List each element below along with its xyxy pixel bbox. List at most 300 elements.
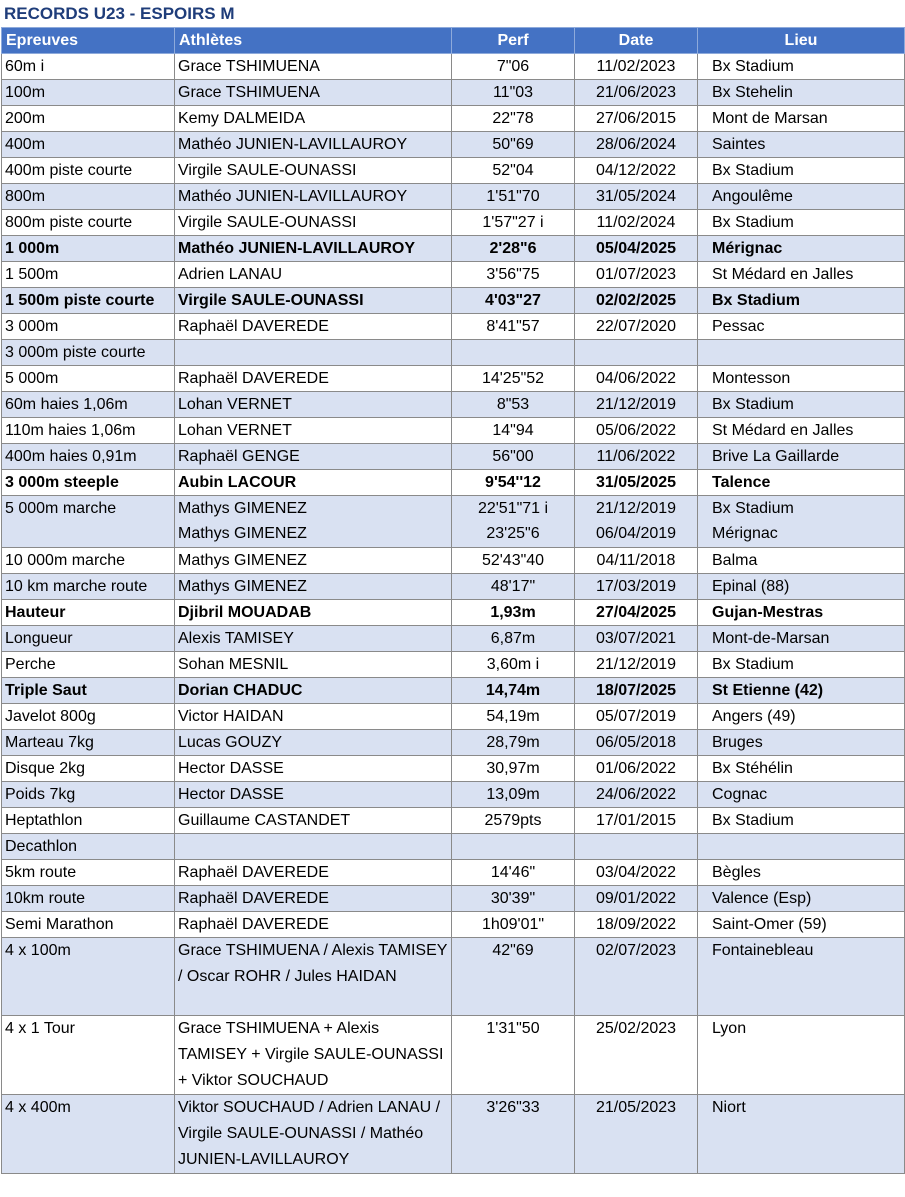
cell-athletes-text: Adrien LANAU: [178, 266, 283, 283]
cell-perf: [452, 600, 575, 626]
cell-date: [575, 782, 698, 808]
cell-perf: [452, 210, 575, 236]
cell-epreuve: 1 500m: [2, 262, 175, 288]
cell-lieu-text: Brive La Gaillarde: [712, 448, 840, 465]
cell-lieu-text: Saint-Omer (59): [712, 916, 827, 933]
cell-lieu-text: Mérignac: [712, 525, 778, 542]
cell-athletes: [175, 782, 452, 808]
cell-perf-text: 52'43"40: [481, 552, 545, 569]
cell-athletes: [175, 210, 452, 236]
cell-date: [575, 652, 698, 678]
cell-athletes: [175, 756, 452, 782]
cell-perf: [452, 314, 575, 340]
cell-date-text: 05/06/2022: [595, 422, 677, 439]
cell-lieu-text: Bx Stadium: [712, 292, 801, 309]
cell-date-text: 31/05/2024: [595, 188, 677, 205]
cell-epreuve: Javelot 800g: [2, 704, 175, 730]
table-row: [2, 262, 905, 288]
table-row: [2, 834, 905, 860]
cell-lieu-text: Bx Stadium: [712, 500, 794, 517]
cell-date-text: 06/04/2019: [595, 525, 677, 542]
cell-lieu-text: Cognac: [712, 786, 768, 803]
table-row: [2, 236, 905, 262]
cell-date: [575, 808, 698, 834]
cell-lieu: [698, 314, 905, 340]
cell-athletes: [175, 1016, 452, 1095]
cell-date: [575, 314, 698, 340]
cell-lieu: [698, 54, 905, 80]
cell-athletes-text: Raphaël DAVEREDE: [178, 864, 329, 881]
cell-epreuve: 60m haies 1,06m: [2, 392, 175, 418]
cell-lieu: [698, 574, 905, 600]
table-row: [2, 912, 905, 938]
cell-lieu-text: St Médard en Jalles: [712, 266, 854, 283]
cell-athletes-text: Raphaël DAVEREDE: [178, 318, 329, 335]
cell-lieu-text: Saintes: [712, 136, 766, 153]
cell-perf-text: 56"00: [492, 448, 534, 465]
cell-lieu: [698, 184, 905, 210]
cell-perf-text: 4'03"27: [485, 292, 541, 309]
cell-epreuve: 400m haies 0,91m: [2, 444, 175, 470]
table-row: [2, 132, 905, 158]
cell-date: [575, 288, 698, 314]
cell-perf-text: 13,09m: [486, 786, 540, 803]
cell-lieu-text: Bx Stehelin: [712, 84, 793, 101]
cell-athletes-text: Sohan MESNIL: [178, 656, 289, 673]
cell-athletes-text: Kemy DALMEIDA: [178, 110, 306, 127]
cell-athletes: [175, 288, 452, 314]
cell-lieu-text: St Médard en Jalles: [712, 422, 854, 439]
table-row: [2, 366, 905, 392]
cell-perf: [452, 782, 575, 808]
cell-perf-text: 9'54''12: [485, 474, 541, 491]
cell-perf: [452, 886, 575, 912]
table-row: [2, 288, 905, 314]
cell-perf-text: 14,74m: [485, 682, 541, 699]
cell-epreuve: 3 000m steeple: [2, 470, 175, 496]
cell-date: [575, 834, 698, 860]
cell-perf-text: 14"94: [492, 422, 534, 439]
cell-perf-text: 11"03: [492, 84, 534, 101]
table-row: [2, 1095, 905, 1174]
cell-date-text: 02/02/2025: [595, 292, 677, 309]
cell-lieu: [698, 1016, 905, 1095]
cell-lieu-text: Bx Stadium: [712, 812, 794, 829]
cell-epreuve: Disque 2kg: [2, 756, 175, 782]
cell-lieu-text: Angoulême: [712, 188, 793, 205]
cell-date-text: 27/06/2015: [595, 110, 677, 127]
cell-athletes-text: Raphaël DAVEREDE: [178, 916, 329, 933]
header-lieu: Lieu: [698, 28, 905, 54]
cell-epreuve: 3 000m: [2, 314, 175, 340]
cell-date-text: 03/04/2022: [595, 864, 677, 881]
cell-athletes-text: Hector DASSE: [178, 786, 284, 803]
cell-athletes-text: Grace TSHIMUENA: [178, 84, 320, 101]
cell-lieu: [698, 860, 905, 886]
cell-date-text: 04/06/2022: [595, 370, 677, 387]
cell-perf-text: 23'25"6: [486, 525, 540, 542]
cell-date-text: 03/07/2021: [595, 630, 677, 647]
cell-epreuve: 5km route: [2, 860, 175, 886]
cell-athletes: [175, 548, 452, 574]
table-row: [2, 600, 905, 626]
cell-athletes-text: Mathéo JUNIEN-LAVILLAUROY: [178, 188, 408, 205]
cell-athletes: [175, 886, 452, 912]
cell-perf: [452, 678, 575, 704]
cell-athletes: [175, 184, 452, 210]
cell-perf: [452, 132, 575, 158]
cell-date: [575, 1095, 698, 1174]
table-body: [2, 54, 905, 1174]
cell-lieu: [698, 756, 905, 782]
table-row: [2, 782, 905, 808]
cell-lieu-text: Bègles: [712, 864, 761, 881]
table-row: [2, 158, 905, 184]
cell-epreuve: 3 000m piste courte: [2, 340, 175, 366]
cell-date: [575, 626, 698, 652]
cell-perf: [452, 548, 575, 574]
cell-lieu-text: Bruges: [712, 734, 763, 751]
cell-perf: [452, 834, 575, 860]
cell-perf: [452, 444, 575, 470]
cell-date-text: 31/05/2025: [595, 474, 677, 491]
cell-lieu: [698, 912, 905, 938]
cell-lieu: [698, 262, 905, 288]
cell-date: [575, 340, 698, 366]
cell-perf-text: 1'57"27 i: [482, 214, 544, 231]
cell-athletes: [175, 600, 452, 626]
cell-lieu-text: Bx Stadium: [712, 396, 794, 413]
cell-perf-text: 22"78: [492, 110, 534, 127]
cell-lieu: [698, 418, 905, 444]
cell-lieu: [698, 288, 905, 314]
table-row: [2, 626, 905, 652]
cell-athletes-text: Virgile SAULE-OUNASSI: [178, 292, 364, 309]
cell-date-text: 22/07/2020: [595, 318, 677, 335]
cell-perf-text: 48'17": [490, 578, 536, 595]
cell-athletes: [175, 704, 452, 730]
cell-date-text: 21/05/2023: [595, 1099, 677, 1116]
cell-perf: [452, 626, 575, 652]
cell-date: [575, 444, 698, 470]
cell-date-text: 11/02/2024: [596, 214, 676, 231]
cell-date: [575, 678, 698, 704]
cell-date-text: 09/01/2022: [595, 890, 677, 907]
cell-lieu-text: Montesson: [712, 370, 791, 387]
cell-perf: [452, 184, 575, 210]
cell-epreuve: 800m: [2, 184, 175, 210]
cell-date: [575, 262, 698, 288]
cell-lieu: [698, 652, 905, 678]
cell-epreuve: Hauteur: [2, 600, 175, 626]
cell-athletes: [175, 418, 452, 444]
table-row: [2, 1016, 905, 1095]
cell-lieu: [698, 548, 905, 574]
cell-lieu: [698, 236, 905, 262]
header-epreuves: Epreuves: [2, 28, 175, 54]
cell-perf-text: 2579pts: [484, 812, 542, 829]
cell-perf-text: 30,97m: [486, 760, 540, 777]
cell-date-text: 02/07/2023: [595, 942, 677, 959]
cell-perf-text: 3'56"75: [486, 266, 540, 283]
cell-athletes: [175, 470, 452, 496]
cell-lieu: [698, 808, 905, 834]
cell-epreuve: 800m piste courte: [2, 210, 175, 236]
cell-athletes: [175, 262, 452, 288]
cell-athletes: [175, 834, 452, 860]
cell-athletes-text: Viktor SOUCHAUD / Adrien LANAU / Virgile SAULE-OUNASSI / Mathéo JUNIEN-LAVILLAUROY: [178, 1099, 441, 1168]
cell-date-text: 06/05/2018: [595, 734, 677, 751]
cell-date-text: 05/04/2025: [595, 240, 677, 257]
cell-date-text: 21/12/2019: [595, 396, 677, 413]
cell-epreuve: Poids 7kg: [2, 782, 175, 808]
cell-perf: [452, 236, 575, 262]
cell-perf: [452, 288, 575, 314]
cell-athletes-text: Mathys GIMENEZ: [178, 552, 307, 569]
cell-lieu: [698, 704, 905, 730]
cell-athletes-text: Djibril MOUADAB: [178, 604, 312, 621]
cell-perf: [452, 808, 575, 834]
cell-perf-text: 1h09'01": [481, 916, 545, 933]
cell-perf: [452, 1016, 575, 1095]
cell-perf-text: 22'51"71 i: [477, 500, 549, 517]
cell-athletes: [175, 314, 452, 340]
cell-perf: [452, 340, 575, 366]
cell-epreuve: 1 500m piste courte: [2, 288, 175, 314]
cell-date: [575, 366, 698, 392]
cell-athletes-text: Hector DASSE: [178, 760, 284, 777]
cell-athletes-text: Victor HAIDAN: [178, 708, 284, 725]
table-row: [2, 652, 905, 678]
cell-athletes-text: Guillaume CASTANDET: [178, 812, 351, 829]
cell-perf: [452, 496, 575, 548]
cell-perf: [452, 262, 575, 288]
cell-date-text: 17/03/2019: [595, 578, 677, 595]
cell-epreuve: 1 000m: [2, 236, 175, 262]
cell-athletes: [175, 678, 452, 704]
cell-lieu: [698, 782, 905, 808]
cell-perf-text: 3'26"33: [486, 1099, 540, 1116]
cell-epreuve: 5 000m: [2, 366, 175, 392]
cell-epreuve: Perche: [2, 652, 175, 678]
cell-epreuve: 200m: [2, 106, 175, 132]
cell-lieu: [698, 392, 905, 418]
cell-lieu-text: Balma: [712, 552, 758, 569]
cell-date: [575, 756, 698, 782]
cell-athletes: [175, 808, 452, 834]
cell-date: [575, 184, 698, 210]
cell-lieu-text: Bx Stéhélin: [712, 760, 793, 777]
cell-athletes-text: Grace TSHIMUENA / Alexis TAMISEY / Oscar ROHR / Jules HAIDAN: [178, 942, 448, 985]
cell-lieu-text: Mont de Marsan: [712, 110, 828, 127]
cell-lieu: [698, 158, 905, 184]
cell-date-text: 24/06/2022: [595, 786, 677, 803]
cell-epreuve: 110m haies 1,06m: [2, 418, 175, 444]
table-row: [2, 210, 905, 236]
cell-date: [575, 886, 698, 912]
cell-lieu: [698, 600, 905, 626]
cell-perf-text: 6,87m: [490, 630, 536, 647]
cell-athletes-text: Lohan VERNET: [178, 396, 292, 413]
cell-date-text: 17/01/2015: [595, 812, 677, 829]
cell-date: [575, 210, 698, 236]
cell-perf: [452, 392, 575, 418]
cell-epreuve: 10 000m marche: [2, 548, 175, 574]
table-row: [2, 756, 905, 782]
cell-date-text: 21/12/2019: [595, 656, 677, 673]
cell-date-text: 21/12/2019: [595, 500, 677, 517]
cell-athletes: [175, 652, 452, 678]
cell-lieu: [698, 366, 905, 392]
cell-date: [575, 418, 698, 444]
cell-perf: [452, 470, 575, 496]
cell-epreuve: Semi Marathon: [2, 912, 175, 938]
cell-date: [575, 496, 698, 548]
cell-date-text: 21/06/2023: [595, 84, 677, 101]
cell-lieu-text: Angers (49): [712, 708, 796, 725]
cell-perf: [452, 704, 575, 730]
cell-lieu: [698, 470, 905, 496]
cell-date: [575, 600, 698, 626]
table-row: [2, 808, 905, 834]
cell-perf: [452, 158, 575, 184]
table-row: [2, 392, 905, 418]
cell-date-text: 04/12/2022: [595, 162, 677, 179]
cell-lieu-text: Valence (Esp): [712, 890, 812, 907]
cell-lieu: [698, 80, 905, 106]
cell-date: [575, 236, 698, 262]
table-row: [2, 314, 905, 340]
cell-athletes-text: Raphaël DAVEREDE: [178, 370, 329, 387]
table-row: [2, 938, 905, 1016]
cell-perf: [452, 54, 575, 80]
cell-athletes: [175, 730, 452, 756]
cell-perf: [452, 418, 575, 444]
cell-lieu: [698, 496, 905, 548]
cell-athletes: [175, 444, 452, 470]
cell-athletes: [175, 236, 452, 262]
cell-athletes-text: Mathéo JUNIEN-LAVILLAUROY: [178, 240, 416, 257]
cell-lieu-text: Mont-de-Marsan: [712, 630, 830, 647]
table-row: [2, 80, 905, 106]
cell-date-text: 27/04/2025: [595, 604, 677, 621]
cell-lieu-text: Bx Stadium: [712, 656, 794, 673]
cell-athletes: [175, 860, 452, 886]
table-row: [2, 704, 905, 730]
cell-athletes: [175, 158, 452, 184]
table-row: [2, 886, 905, 912]
cell-lieu-text: Pessac: [712, 318, 765, 335]
cell-lieu: [698, 834, 905, 860]
cell-date-text: 11/02/2023: [596, 58, 676, 75]
cell-lieu-text: Bx Stadium: [712, 58, 794, 75]
cell-epreuve: 4 x 100m: [2, 938, 175, 1016]
table-header-row: [2, 28, 905, 54]
cell-athletes-text: Virgile SAULE-OUNASSI: [178, 162, 357, 179]
cell-perf-text: 30'39": [490, 890, 536, 907]
cell-epreuve: 4 x 1 Tour: [2, 1016, 175, 1095]
cell-perf-text: 1'51"70: [486, 188, 540, 205]
cell-athletes: [175, 938, 452, 1016]
cell-athletes-text: Raphaël DAVEREDE: [178, 890, 329, 907]
cell-perf-text: 54,19m: [486, 708, 540, 725]
table-row: [2, 574, 905, 600]
cell-athletes: [175, 1095, 452, 1174]
cell-date-text: 05/07/2019: [595, 708, 677, 725]
cell-epreuve: 5 000m marche: [2, 496, 175, 548]
cell-lieu-text: Lyon: [712, 1020, 747, 1037]
cell-date: [575, 912, 698, 938]
table-row: [2, 470, 905, 496]
cell-perf-text: 8"53: [496, 396, 530, 413]
cell-date-text: 01/06/2022: [595, 760, 677, 777]
cell-athletes-text: Raphaël GENGE: [178, 448, 300, 465]
cell-date-text: 18/09/2022: [595, 916, 677, 933]
cell-date: [575, 132, 698, 158]
cell-date-text: 28/06/2024: [595, 136, 677, 153]
cell-epreuve: 4 x 400m: [2, 1095, 175, 1174]
cell-lieu-text: Fontainebleau: [712, 942, 814, 959]
cell-lieu: [698, 340, 905, 366]
cell-date: [575, 860, 698, 886]
cell-perf-text: 7"06: [496, 58, 530, 75]
cell-perf-text: 1,93m: [490, 604, 536, 621]
cell-date: [575, 54, 698, 80]
table-row: [2, 496, 905, 548]
cell-epreuve: 400m piste courte: [2, 158, 175, 184]
cell-epreuve: Heptathlon: [2, 808, 175, 834]
cell-athletes-text: Mathéo JUNIEN-LAVILLAUROY: [178, 136, 408, 153]
cell-athletes: [175, 496, 452, 548]
cell-lieu: [698, 444, 905, 470]
records-table: [1, 27, 905, 1174]
cell-date-text: 01/07/2023: [595, 266, 677, 283]
cell-lieu-text: Epinal (88): [712, 578, 790, 595]
cell-perf-text: 28,79m: [486, 734, 540, 751]
cell-lieu: [698, 938, 905, 1016]
cell-athletes: [175, 106, 452, 132]
cell-perf: [452, 912, 575, 938]
cell-athletes-text: Grace TSHIMUENA: [178, 58, 320, 75]
cell-perf: [452, 574, 575, 600]
table-row: [2, 340, 905, 366]
cell-athletes-text: Dorian CHADUC: [178, 682, 303, 699]
cell-epreuve: 10 km marche route: [2, 574, 175, 600]
cell-epreuve: Triple Saut: [2, 678, 175, 704]
cell-date-text: 18/07/2025: [595, 682, 677, 699]
header-date: Date: [575, 28, 698, 54]
table-row: [2, 444, 905, 470]
cell-athletes-text: Lohan VERNET: [178, 422, 292, 439]
cell-athletes: [175, 626, 452, 652]
cell-perf-text: 14'25"52: [481, 370, 545, 387]
cell-perf: [452, 756, 575, 782]
cell-epreuve: Marteau 7kg: [2, 730, 175, 756]
cell-date-text: 04/11/2018: [596, 552, 676, 569]
table-row: [2, 418, 905, 444]
cell-lieu: [698, 1095, 905, 1174]
cell-lieu-text: Talence: [712, 474, 771, 491]
table-row: [2, 54, 905, 80]
cell-date: [575, 80, 698, 106]
cell-lieu-text: Gujan-Mestras: [712, 604, 824, 621]
table-row: [2, 730, 905, 756]
cell-lieu: [698, 210, 905, 236]
cell-epreuve: 100m: [2, 80, 175, 106]
cell-perf-text: 2'28"6: [489, 240, 537, 257]
cell-lieu: [698, 132, 905, 158]
cell-athletes: [175, 132, 452, 158]
